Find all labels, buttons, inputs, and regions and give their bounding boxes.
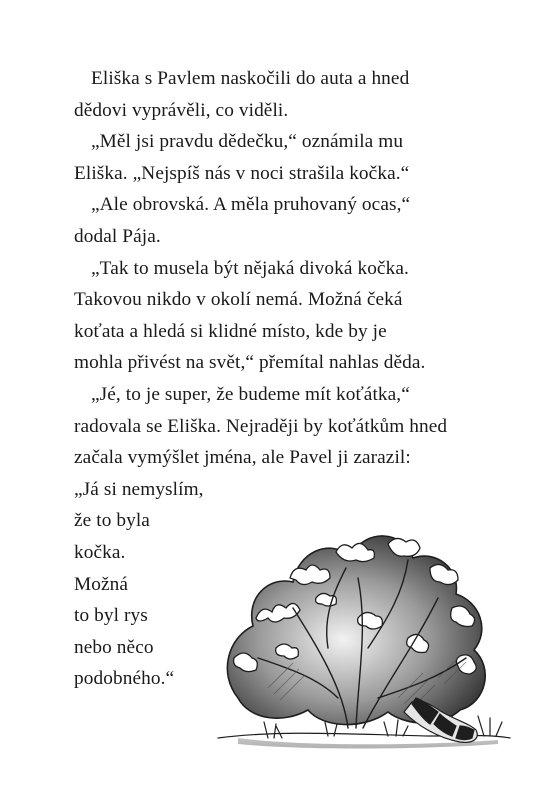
text-line: začala vymýšlet jména, ale Pavel ji zarazil: <box>74 447 411 469</box>
text-line: koťata a hledá si klidné místo, kde by je <box>74 320 387 342</box>
text-line: „Měl jsi pravdu dědečku,“ oznámila mu <box>91 131 404 153</box>
text-line: „Ale obrovská. A měla pruhovaný ocas,“ <box>91 194 411 216</box>
bush-body <box>227 536 485 725</box>
text-line: že to byla <box>74 510 150 532</box>
text-line: to byl rys <box>74 605 148 627</box>
text-line: „Jé, to je super, že budeme mít koťátka,“ <box>91 383 410 405</box>
bush-with-striped-tail-icon <box>198 498 514 770</box>
text-line: nebo něco <box>74 636 154 658</box>
text-line: Eliška s Pavlem naskočili do auta a hned <box>91 68 410 89</box>
text-line: „Já si nemyslím, <box>74 478 204 500</box>
text-line: mohla přivést na svět,“ přemítal nahlas děda. <box>74 352 426 374</box>
text-line: Eliška. „Nejspíš nás v noci strašila kočka.“ <box>74 162 410 184</box>
text-line: kočka. <box>74 541 126 563</box>
text-line: podobného.“ <box>74 668 175 690</box>
text-line: Možná <box>74 573 129 595</box>
text-line: „Tak to musela být nějaká divoká kočka. <box>91 257 409 279</box>
text-line: dědovi vyprávěli, co viděli. <box>74 99 289 121</box>
text-line: dodal Pája. <box>74 225 161 247</box>
text-line: radovala se Eliška. Nejraději by koťátkům hned <box>74 415 448 437</box>
text-line: Takovou nikdo v okolí nemá. Možná čeká <box>74 289 403 311</box>
